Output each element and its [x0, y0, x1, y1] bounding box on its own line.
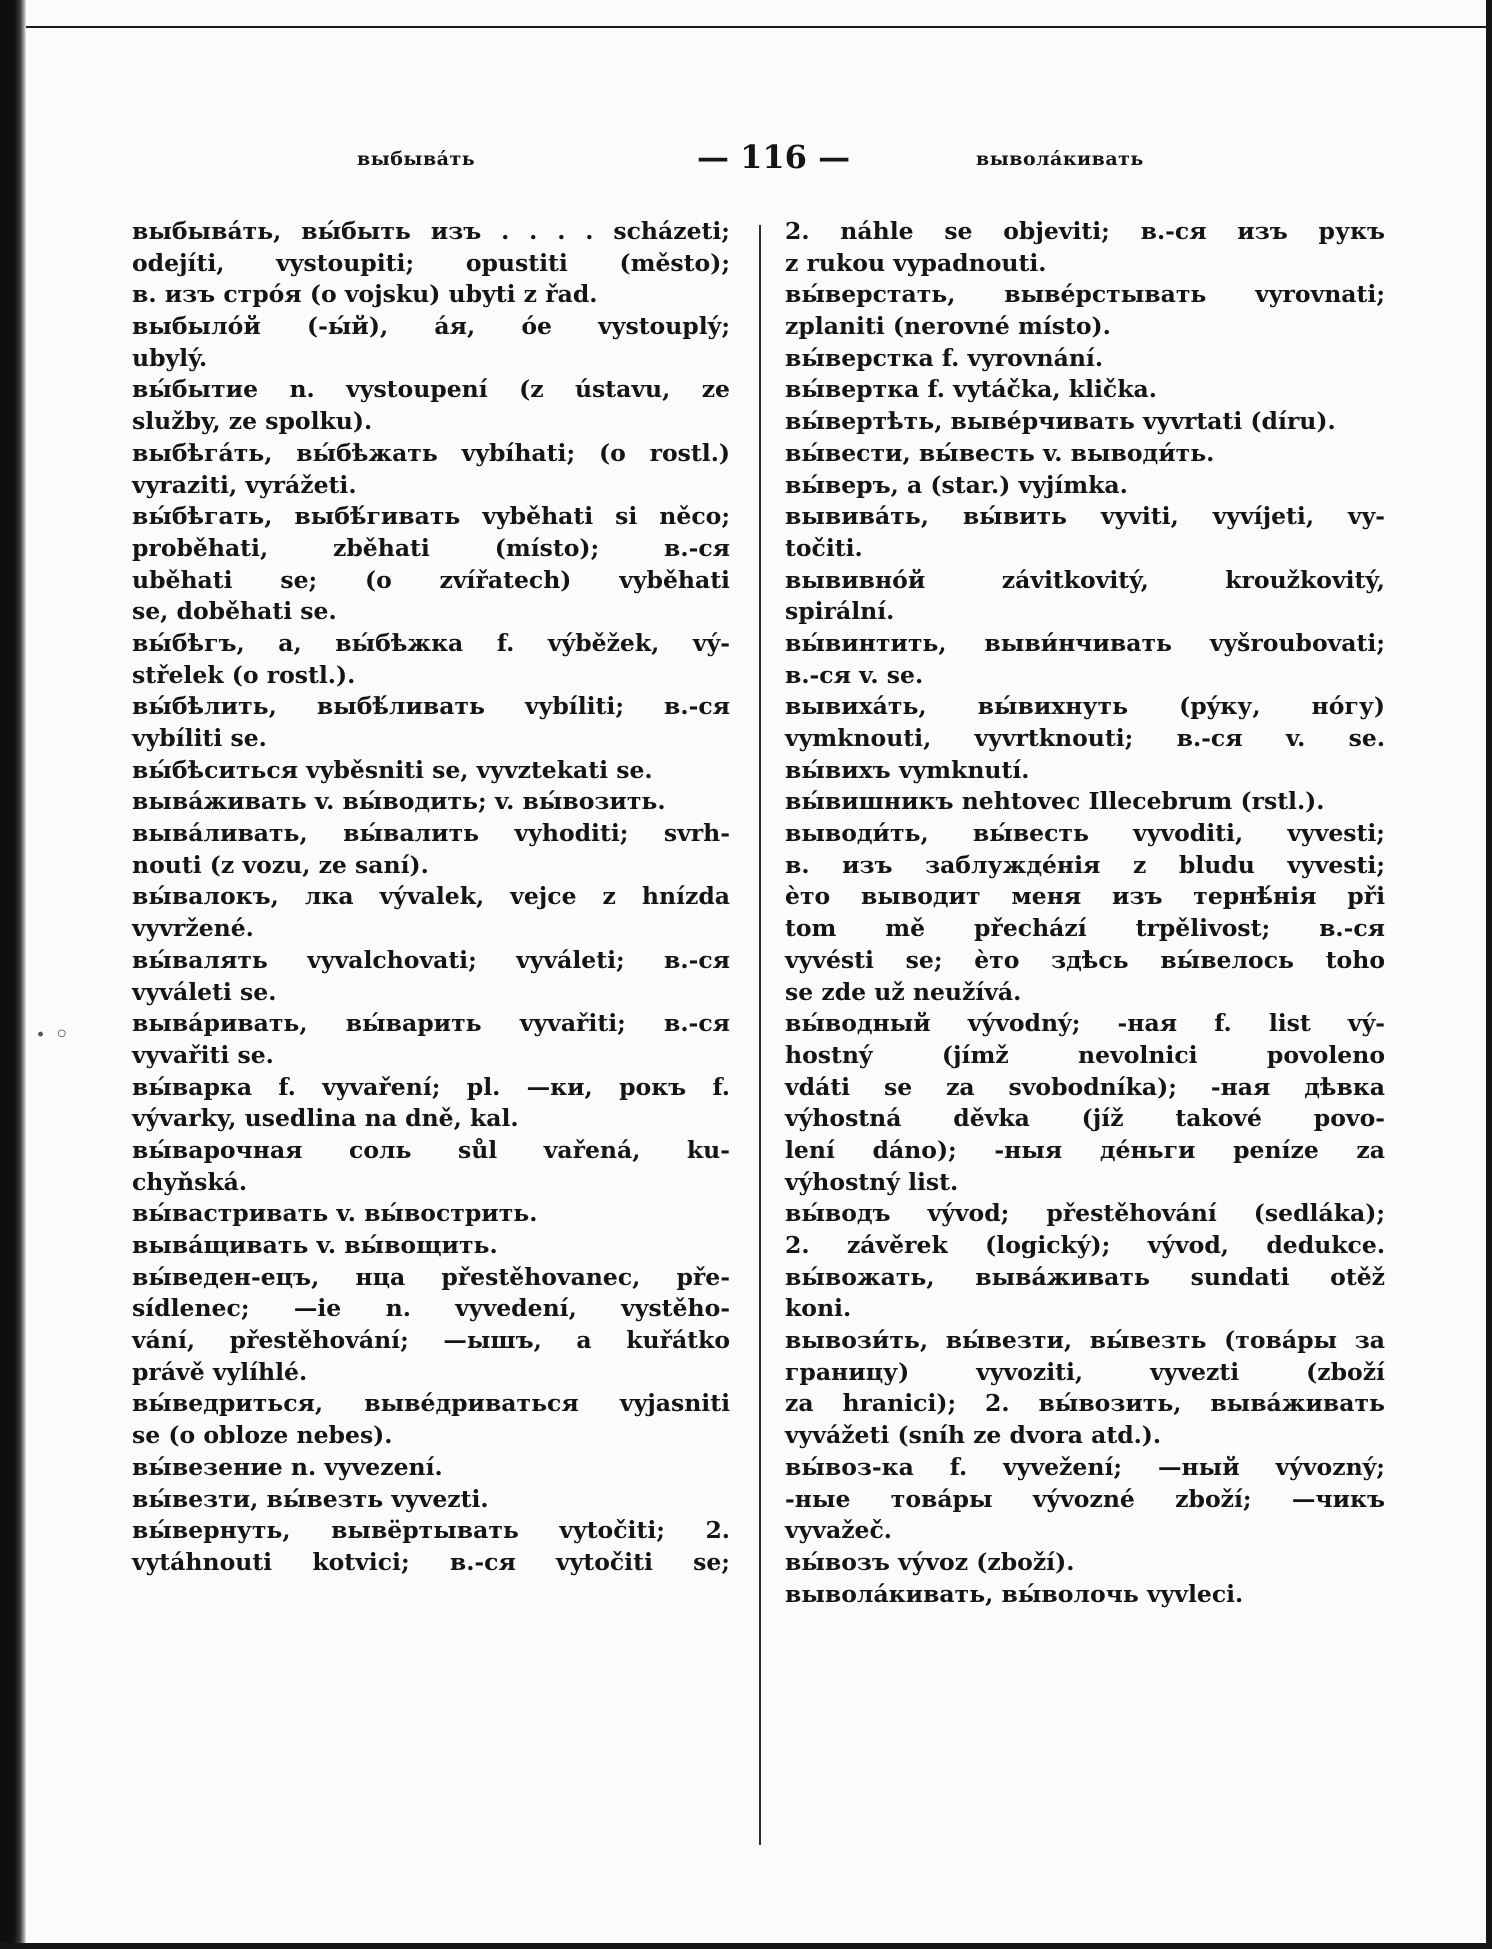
dictionary-line: выва́щивать v. вы́вощить.	[132, 1231, 498, 1259]
dictionary-line: вы́бѣгать, выбѣ́гивать vyběhati si něco;	[132, 502, 730, 531]
dictionary-line: вы́веден-ецъ, нца přestěhovanec, pře-	[132, 1262, 730, 1291]
dictionary-line: вы́верстка f. vyrovnání.	[785, 343, 1104, 372]
dictionary-line: в.-ся v. se.	[785, 660, 924, 689]
scan-edge-left	[0, 0, 26, 1949]
dictionary-line: вы́бѣситься vyběsniti se, vyvztekati se.	[132, 755, 653, 784]
dictionary-line: выбѣгáть, вы́бѣжать vybíhati; (o rostl.)	[132, 438, 730, 467]
dictionary-line: вы́вернуть, вывёртывать vytočiti; 2.	[132, 1516, 730, 1545]
dictionary-line: vyváleti se.	[132, 977, 277, 1006]
dictionary-line: вывáливать, вы́валить vyhoditi; svrh-	[132, 819, 730, 848]
dictionary-line: se (o obloze nebes).	[132, 1421, 393, 1450]
dictionary-line: вы́валять vyvalchovati; vyváleti; в.-ся	[132, 945, 730, 974]
dictionary-line: uběhati se; (o zvířatech) vyběhati	[132, 565, 730, 594]
scan-top-line	[26, 26, 1486, 28]
dictionary-line: sídlenec; —ie n. vyvedení, vystěho-	[132, 1294, 730, 1323]
dictionary-line: tom mě přechází trpělivost; в.-ся	[785, 914, 1385, 943]
dictionary-line: вы́воз-ка f. vyvežení; —ный vývozný;	[785, 1452, 1385, 1481]
dictionary-line: вы́водный vývodný; -ная f. list vý-	[785, 1009, 1385, 1038]
dictionary-line: в. изъ заблуждéнія z bludu vyvesti;	[785, 850, 1385, 879]
dictionary-line: vymknouti, vyvrtknouti; в.-ся v. se.	[785, 724, 1385, 752]
dictionary-line: se zde už neužívá.	[785, 977, 1022, 1006]
dictionary-line: вы́бѣгъ, а, вы́бѣжка f. výběžek, vý-	[132, 628, 730, 657]
dictionary-line: odejíti, vystoupiti; opustiti (město);	[132, 248, 730, 277]
dictionary-line: chyňská.	[132, 1167, 248, 1196]
dictionary-line: в. изъ стрóя (o vojsku) ubyti z řad.	[132, 280, 598, 309]
dictionary-line: za hranici); 2. вы́возить, выва́живать	[785, 1389, 1385, 1418]
scan-edge-bottom	[0, 1943, 1492, 1949]
dictionary-line: вы́вожать, выва́живать sundati otěž	[785, 1262, 1385, 1291]
dictionary-line: proběhati, zběhati (místo); в.-ся	[132, 533, 730, 562]
dictionary-line: вы́веръ, а (star.) vyjímka.	[785, 470, 1128, 499]
dictionary-line: vyvažeč.	[785, 1516, 892, 1545]
dictionary-line: выбылóй (-ы́й), áя, óе vystouplý;	[132, 312, 730, 341]
dictionary-line: вы́везение n. vyvezení.	[132, 1452, 443, 1481]
dictionary-line: вывивнóй závitkovitý, kroužkovitý,	[785, 565, 1385, 594]
dictionary-line: вы́водъ vývod; přestěhování (sedláka);	[785, 1199, 1385, 1228]
left-column	[132, 216, 730, 1579]
dictionary-line: выва́живать v. вы́водить; v. вы́возить.	[132, 787, 666, 816]
dictionary-line: vývarky, usedlina na dně, kal.	[132, 1104, 519, 1133]
dictionary-line: вывихáть, вы́вихнуть (рýку, нóгу)	[785, 692, 1385, 721]
dictionary-line: вы́верстать, вывéрстывать vyrovnati;	[785, 280, 1385, 309]
dictionary-line: вы́вертѣть, вывéрчивать vyvrtati (díru).	[785, 407, 1336, 436]
dictionary-line: vytáhnouti kotvici; в.-ся vytočiti se;	[132, 1547, 730, 1576]
dictionary-line: вы́вишникъ nehtovec Illecebrum (rstl.).	[785, 787, 1325, 816]
dictionary-line: -ные товáры vývozné zboží; —чикъ	[785, 1484, 1385, 1513]
dictionary-line: вывози́ть, вы́везти, вы́везть (товáры за	[785, 1326, 1385, 1355]
dictionary-line: вы́бѣлить, выбѣ́ливать vybíliti; в.-ся	[132, 692, 730, 721]
page-header	[0, 138, 1492, 178]
dictionary-line: právě vylíhlé.	[132, 1357, 308, 1386]
dictionary-line: вы́бытие n. vystoupení (z ústavu, ze	[132, 375, 730, 404]
dictionary-line: spirální.	[785, 597, 895, 626]
dictionary-line: вы́винтить, выви́нчивать vyšroubovati;	[785, 628, 1385, 657]
dictionary-line: вывивáть, вы́вить vyviti, vyvíjeti, vy-	[785, 502, 1385, 531]
scan-edge-right	[1486, 0, 1492, 1949]
dictionary-line: vání, přestěhování; —ышъ, a kuřátko	[132, 1326, 730, 1355]
dictionary-line: вывáривать, вы́варить vyvařiti; в.-ся	[132, 1009, 730, 1038]
dictionary-line: вы́вертка f. vytáčka, klička.	[785, 375, 1157, 404]
page-number: — 116 —	[697, 138, 851, 176]
dictionary-line: вы́возъ vývoz (zboží).	[785, 1547, 1075, 1576]
dictionary-line: вы́вихъ vymknutí.	[785, 755, 1030, 784]
right-guideword: выволáкивать	[976, 148, 1144, 170]
dictionary-line: lení dáno); -ныя дéньги peníze za	[785, 1135, 1385, 1164]
dictionary-line: vyraziti, vyrážeti.	[132, 470, 357, 499]
dictionary-line: koni.	[785, 1294, 852, 1323]
dictionary-line: vdáti se za svobodníka); -ная дѣвка	[785, 1072, 1385, 1101]
dictionary-line: вы́валокъ, лка vývalek, vejce z hnízda	[132, 882, 730, 911]
dictionary-line: služby, ze spolku).	[132, 407, 373, 436]
dictionary-line: výhostná děvka (jíž takové povo-	[785, 1104, 1385, 1133]
column-divider	[759, 225, 761, 1845]
right-column	[785, 216, 1385, 1610]
dictionary-line: nouti (z vozu, ze saní).	[132, 850, 429, 879]
left-guideword: выбывáть	[357, 148, 476, 170]
dictionary-line: vyvážeti (sníh ze dvora atd.).	[785, 1421, 1162, 1450]
dictionary-line: выволáкивать, вы́волочь vyvleci.	[785, 1579, 1244, 1608]
dictionary-line: вы́ведриться, вывéдриваться vyjasniti	[132, 1389, 730, 1418]
dictionary-line: vyvařiti se.	[132, 1040, 274, 1069]
dictionary-line: вы́вастривать v. вы́вострить.	[132, 1199, 538, 1228]
dictionary-line: zplaniti (nerovné místo).	[785, 312, 1111, 341]
dictionary-line: вы́везти, вы́везть vyvezti.	[132, 1484, 489, 1513]
margin-smudge: · ◦	[36, 1020, 70, 1050]
dictionary-line: vyvržené.	[132, 914, 254, 943]
dictionary-line: vyvésti se; ѐто здѣсь вы́велось toho	[785, 945, 1385, 974]
dictionary-line: выводи́ть, вы́весть vyvoditi, vyvesti;	[785, 819, 1385, 848]
dictionary-line: 2. náhle se objeviti; в.-ся изъ рукъ	[785, 217, 1385, 245]
dictionary-line: ѐто выводит меня изъ тернѣ́нія při	[785, 882, 1385, 911]
dictionary-line: výhostný list.	[785, 1167, 959, 1196]
dictionary-line: vybíliti se.	[132, 724, 267, 752]
dictionary-line: границу) vyvoziti, vyvezti (zboží	[785, 1357, 1385, 1386]
dictionary-line: točiti.	[785, 533, 863, 562]
dictionary-line: вы́варка f. vyvaření; pl. —ки, рокъ f.	[132, 1072, 730, 1101]
dictionary-line: вы́вести, вы́весть v. выводи́ть.	[785, 438, 1215, 467]
dictionary-line: выбывáть, вы́быть изъ . . . . scházeti;	[132, 217, 730, 245]
dictionary-line: 2. závěrek (logický); vývod, dedukce.	[785, 1231, 1385, 1259]
dictionary-line: se, doběhati se.	[132, 597, 337, 626]
dictionary-line: střelek (o rostl.).	[132, 660, 356, 689]
dictionary-line: ubylý.	[132, 343, 208, 372]
dictionary-line: вы́варочная соль sůl vařená, ku-	[132, 1135, 730, 1164]
dictionary-line: z rukou vypadnouti.	[785, 248, 1047, 277]
dictionary-line: hostný (jímž nevolnici povoleno	[785, 1040, 1385, 1069]
